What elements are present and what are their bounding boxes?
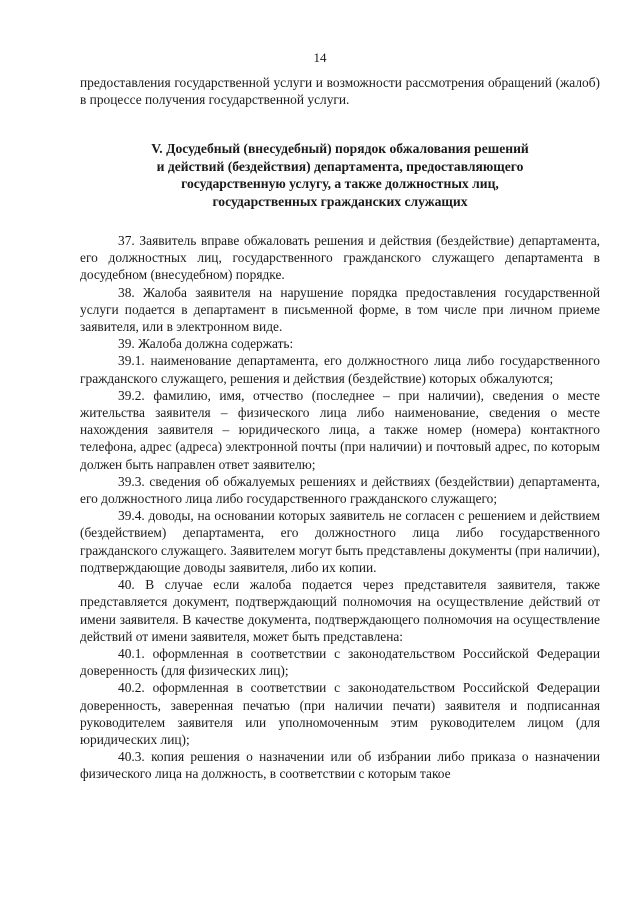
paragraph-39-1: 39.1. наименование департамента, его должностного лица либо государственного гражданского служащего, решения и действия (бездействие) которых обжалуются; [80, 353, 600, 386]
document-body [80, 74, 600, 783]
paragraph-40-2: 40.2. оформленная в соответствии с законодательством Российской Федерации доверенность, заверенная печатью (при наличии печати) заявителя и подписанная руководителем заявителя или уполномоченным этим руководителем лицом (для юридических лиц); [80, 680, 600, 747]
page-number: 14 [313, 50, 327, 65]
paragraph-39-3: 39.3. сведения об обжалуемых решениях и действиях (бездействии) департамента, его должностного лица либо государственного гражданского служащего; [80, 473, 600, 507]
section-title-line: и действий (бездействия) департамента, предоставляющего [156, 158, 524, 174]
section-title-line: государственную услугу, а также должностных лиц, [181, 176, 499, 192]
section-title-line: V. Досудебный (внесудебный) порядок обжалования решений [151, 141, 529, 157]
paragraph-40-1: 40.1. оформленная в соответствии с законодательством Российской Федерации доверенность (для физических лиц); [80, 645, 600, 679]
paragraph-39: 39. Жалоба должна содержать: [118, 336, 294, 352]
paragraph-39-4: 39.4. доводы, на основании которых заявитель не согласен с решением и действием (бездействием) департамента, его должностного лица либо государственного гражданского служащего. Заявителем могут быть представлены документы (при наличии), подтверждающие доводы заявителя, либо их копии. [80, 508, 600, 575]
paragraph-40: 40. В случае если жалоба подается через представителя заявителя, также представляется документ, подтверждающий полномочия на осуществление действий от имени заявителя. В качестве документа, подтверждающего полномочия на осуществление действий от имени заявителя, может быть представлена: [80, 577, 600, 644]
paragraph-37: 37. Заявитель вправе обжаловать решения и действия (бездействие) департамента, его должностных лиц, государственного гражданского служащего департамента в досудебном (внесудебном) порядке. [80, 233, 600, 283]
paragraph-40-3: 40.3. копия решения о назначении или об избрании либо приказа о назначении физического лица на должность, в соответствии с которым такое [80, 749, 600, 782]
paragraph-38: 38. Жалоба заявителя на нарушение порядка предоставления государственной услуги подается в департамент в письменной форме, в том числе при личном приеме заявителя, или в электронном виде. [80, 284, 600, 335]
intro-paragraph: предоставления государственной услуги и возможности рассмотрения обращений (жалоб) в процессе получения государственной услуги. [80, 75, 600, 108]
section-title [80, 140, 600, 210]
paragraph-39-2: 39.2. фамилию, имя, отчество (последнее – при наличии), сведения о месте жительства заявителя – физического лица либо наименование, сведения о месте нахождения заявителя – юридического лица, а также номер (номера) контактного телефона, адрес (адреса) электронной почты (при наличии) и почтовый адрес, по которым должен быть направлен ответ заявителю; [80, 387, 600, 472]
section-title-line: государственных гражданских служащих [212, 193, 468, 209]
